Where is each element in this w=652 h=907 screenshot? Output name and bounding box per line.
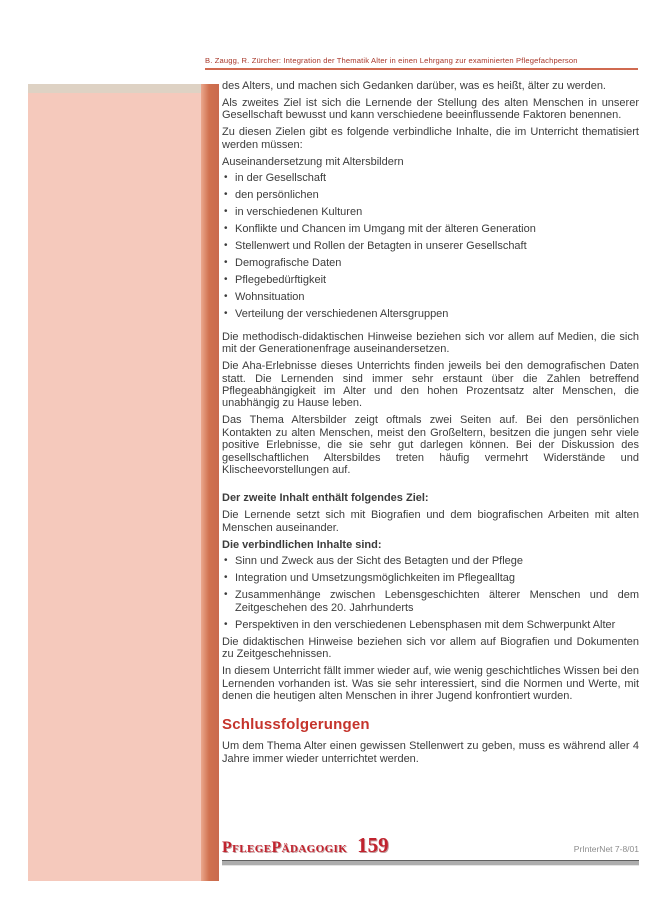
paragraph: Zu diesen Zielen gibt es folgende verbindliche Inhalte, die im Unterricht thematisiert werden müssen:	[222, 126, 639, 151]
paragraph: Die Aha-Erlebnisse dieses Unterrichts finden jeweils bei den demografischen Daten statt. Die Lernenden sind immer sehr erstaunt über die Zahlen betreffend Pflegeabhängigkeit im Alter und den hohen Prozentsatz alter Menschen, die unabhängig zu Hause leben.	[222, 360, 639, 410]
list-item: • Sinn und Zweck aus der Sicht des Betagten und der Pflege	[222, 555, 639, 567]
page-footer	[222, 833, 639, 865]
list-item: • Konflikte und Chancen im Umgang mit der älteren Generation	[222, 223, 639, 235]
footer-page-number: 159	[357, 833, 389, 857]
list-item: • Stellenwert und Rollen der Betagten in unserer Gesellschaft	[222, 240, 639, 252]
footer-issue: PrInterNet 7-8/01	[573, 844, 639, 854]
paragraph: Das Thema Altersbilder zeigt oftmals zwei Seiten auf. Bei den persönlichen Kontakten zu alten Menschen, meist den Großeltern, besitzen die jungen sehr viele positive Erlebnisse, die sie sehr gut darlegen können. Bei der Diskussion des gesellschaftlichen Altersbildes treten häufig vermehrt Widerstände und Klischeevorstellungen auf.	[222, 414, 639, 476]
paragraph: des Alters, und machen sich Gedanken darüber, was es heißt, älter zu werden.	[222, 80, 606, 92]
conclusion-heading: Schlussfolgerungen	[222, 716, 370, 734]
list-item: • Perspektiven in den verschiedenen Lebensphasen mit dem Schwerpunkt Alter	[222, 619, 639, 631]
contents-heading: Die verbindlichen Inhalte sind:	[222, 538, 382, 551]
sidebar-pink-panel	[28, 84, 201, 881]
paragraph: Als zweites Ziel ist sich die Lernende der Stellung des alten Menschen in unserer Gesellschaft bewusst und kann verschiedene beeinflussende Faktoren benennen.	[222, 96, 639, 122]
verbindliche-inhalte-list	[222, 555, 639, 631]
paragraph: Die methodisch-didaktischen Hinweise beziehen sich vor allem auf Medien, die sich mit der Generationenfrage auseinandersetzen.	[222, 330, 639, 356]
list-item: • Verteilung der verschiedenen Altersgruppen	[222, 308, 639, 320]
running-head: B. Zaugg, R. Zürcher: Integration der Thematik Alter in einen Lehrgang zur examinierten Pflegefachperson	[205, 56, 638, 70]
list-item: • Demografische Daten	[222, 257, 639, 269]
paragraph: Um dem Thema Alter einen gewissen Stellenwert zu geben, muss es während aller 4 Jahre immer wieder unterrichtet werden.	[222, 740, 639, 765]
footer-brand: PflegePädagogik	[222, 839, 348, 856]
second-goal-heading: Der zweite Inhalt enthält folgendes Ziel:	[222, 492, 429, 505]
altersbilder-list	[222, 172, 639, 320]
list-intro-altersbilder: Auseinandersetzung mit Altersbildern	[222, 155, 404, 168]
paragraph: Die Lernende setzt sich mit Biografien und dem biografischen Arbeiten mit alten Menschen auseinander.	[222, 509, 639, 534]
list-item: • Integration und Umsetzungsmöglichkeiten im Pflegealltag	[222, 572, 639, 584]
list-item: • den persönlichen	[222, 189, 639, 201]
list-item: • Wohnsituation	[222, 291, 639, 303]
accent-bar	[201, 84, 219, 881]
list-item: • in verschiedenen Kulturen	[222, 206, 639, 218]
footer-rule	[222, 860, 639, 865]
article-body	[222, 80, 639, 770]
paragraph: Die didaktischen Hinweise beziehen sich vor allem auf Biografien und Dokumenten zu Zeitgeschehnissen.	[222, 635, 639, 661]
paragraph: In diesem Unterricht fällt immer wieder auf, wie wenig geschichtliches Wissen bei den Lernenden vorhanden ist. Was sie sehr interessiert, sind die Normen und Werte, mit denen die heutigen alten Menschen in ihrer Jugend konfrontiert wurden.	[222, 665, 639, 702]
list-item: • in der Gesellschaft	[222, 172, 639, 184]
list-item: • Pflegebedürftigkeit	[222, 274, 639, 286]
list-item: • Zusammenhänge zwischen Lebensgeschichten älterer Menschen und dem Zeitgeschehen des 20. Jahrhunderts	[222, 589, 639, 614]
